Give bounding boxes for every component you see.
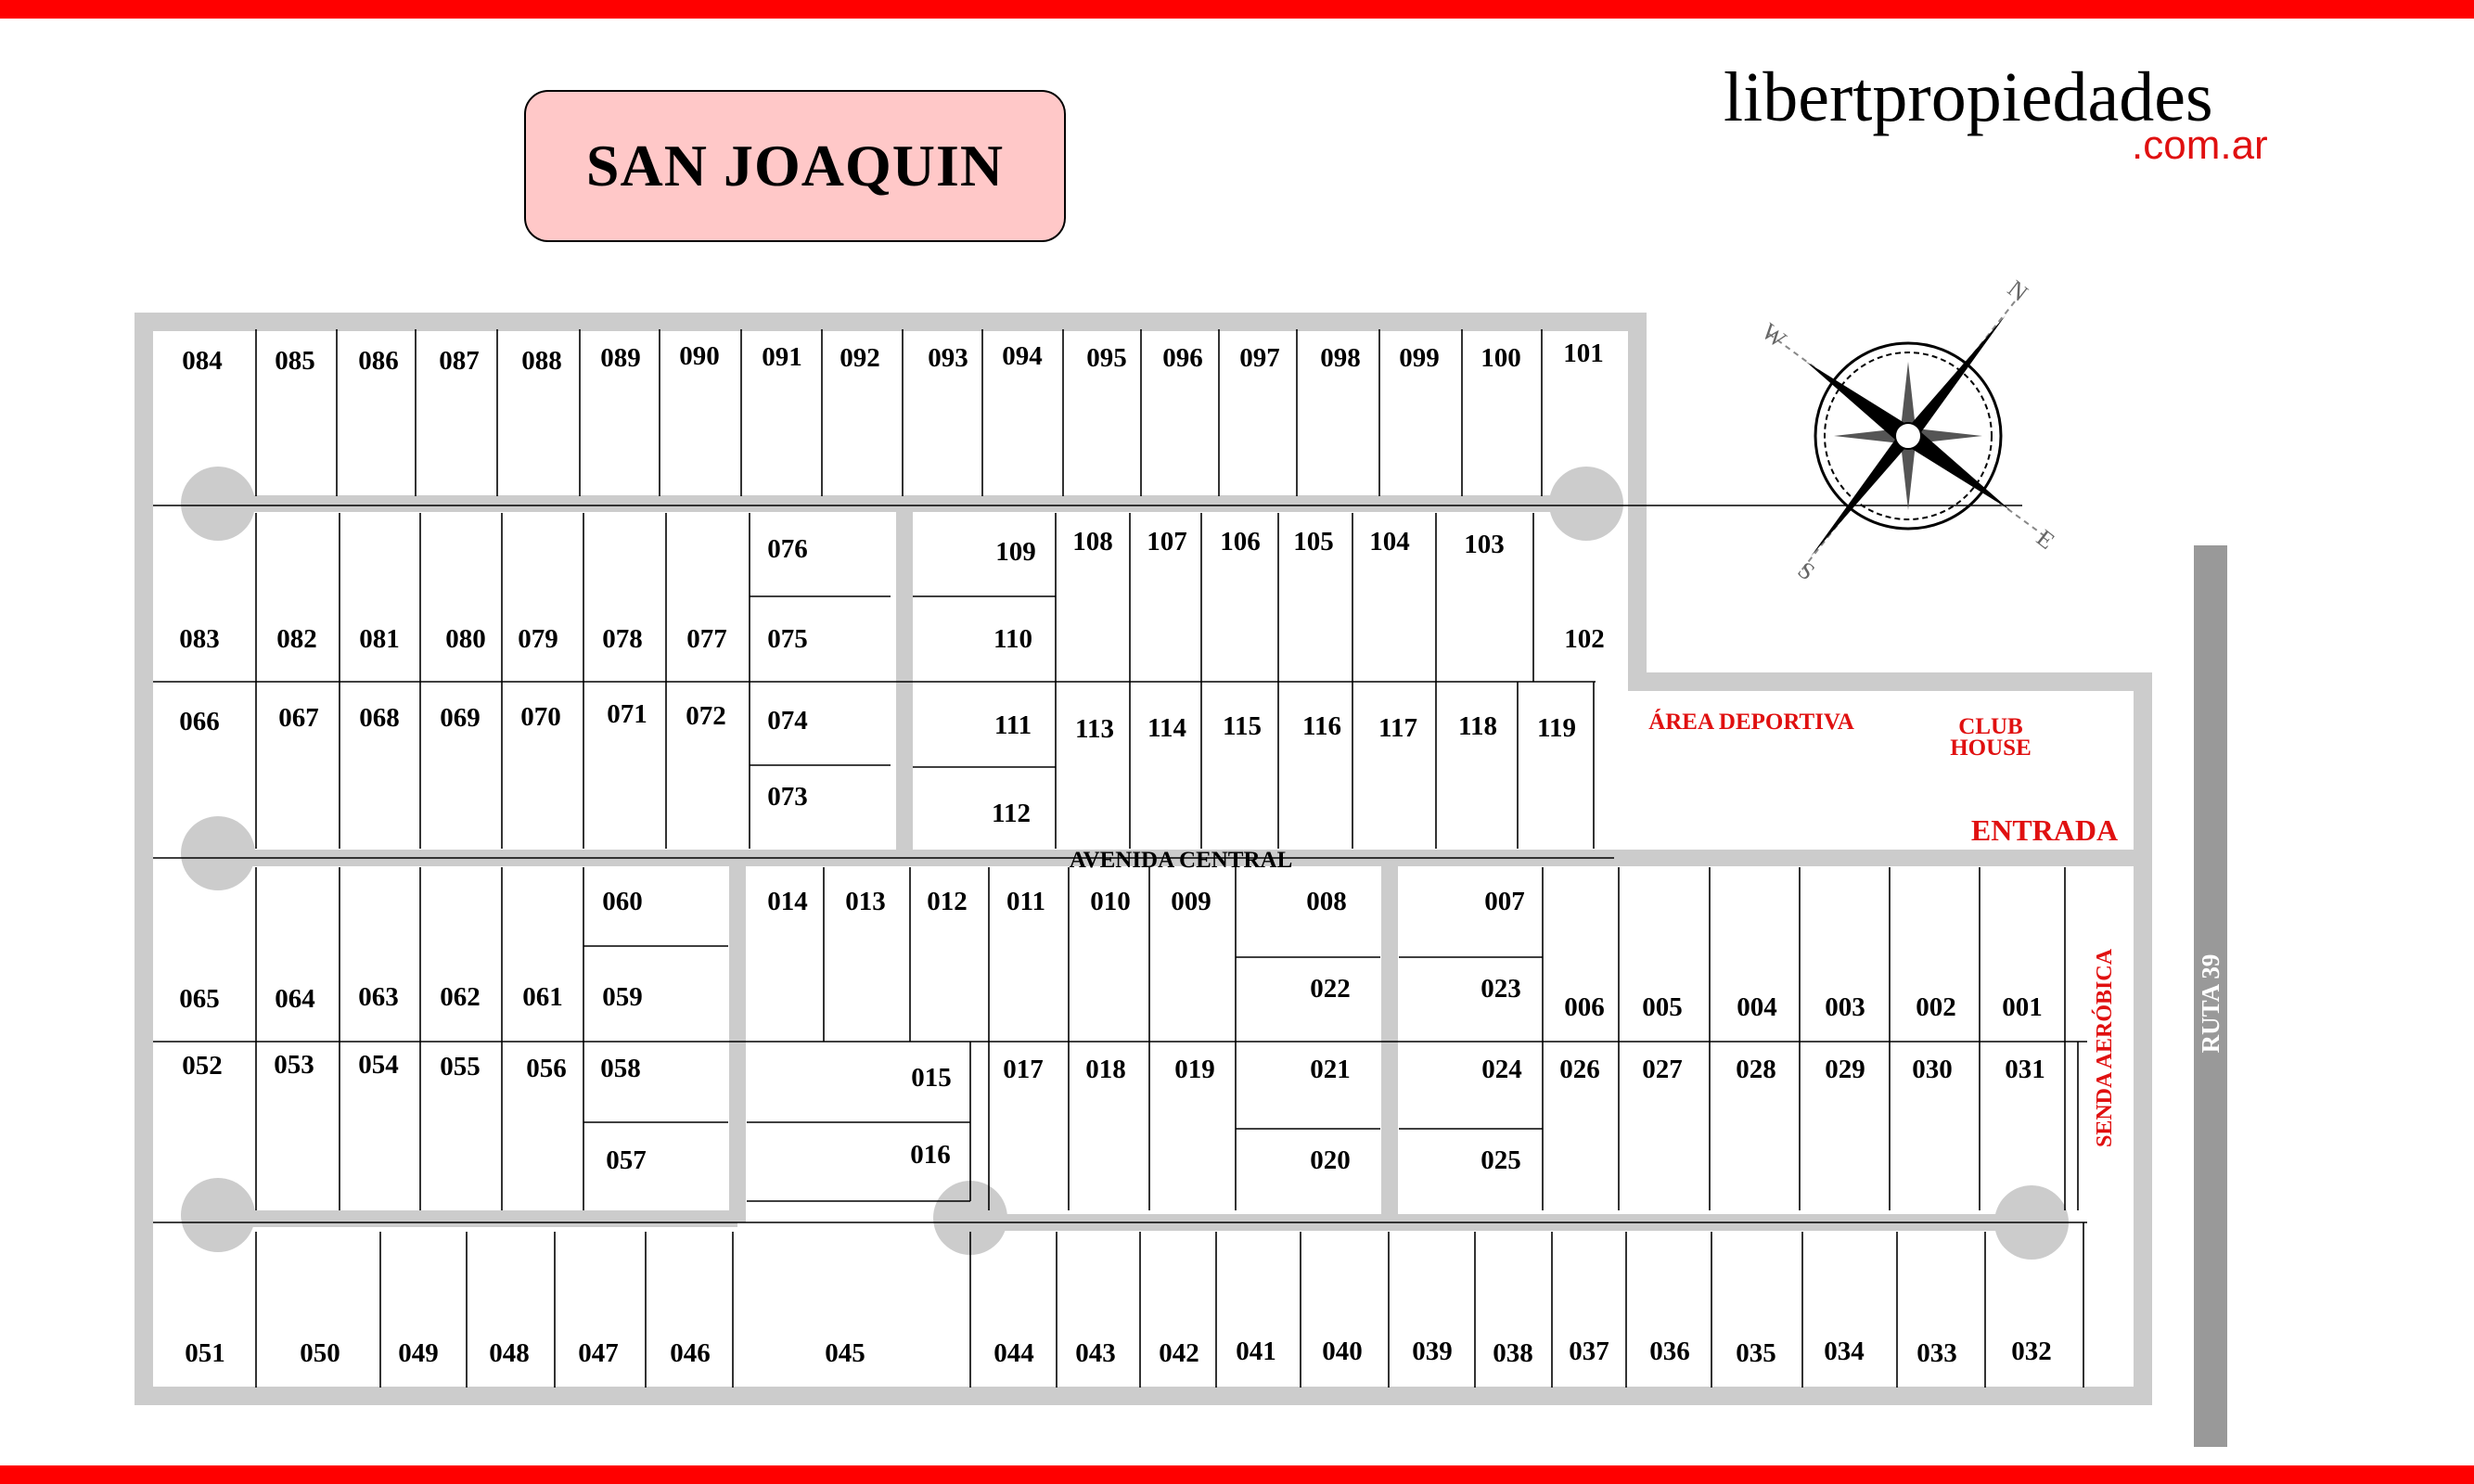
lot-number-078[interactable]: 078	[602, 624, 643, 654]
lot-number-114[interactable]: 114	[1147, 713, 1186, 743]
lot-number-003[interactable]: 003	[1825, 992, 1865, 1022]
lot-number-059[interactable]: 059	[602, 982, 643, 1012]
lot-number-025[interactable]: 025	[1481, 1145, 1521, 1175]
lot-number-011[interactable]: 011	[1006, 887, 1045, 916]
lot-number-047[interactable]: 047	[578, 1338, 619, 1368]
lot-number-066[interactable]: 066	[179, 707, 220, 736]
lot-number-043[interactable]: 043	[1075, 1338, 1116, 1368]
lot-number-099[interactable]: 099	[1399, 343, 1440, 373]
lot-number-095[interactable]: 095	[1086, 343, 1127, 373]
lot-number-086[interactable]: 086	[358, 346, 399, 376]
lot-number-048[interactable]: 048	[489, 1338, 530, 1368]
lot-number-016[interactable]: 016	[910, 1140, 951, 1170]
lot-number-002[interactable]: 002	[1916, 992, 1956, 1022]
lot-number-106[interactable]: 106	[1220, 527, 1261, 556]
lot-number-063[interactable]: 063	[358, 982, 399, 1012]
lot-number-061[interactable]: 061	[522, 982, 563, 1012]
lot-number-049[interactable]: 049	[398, 1338, 439, 1368]
lot-number-021[interactable]: 021	[1310, 1055, 1351, 1084]
lot-number-038[interactable]: 038	[1493, 1338, 1533, 1368]
lot-number-090[interactable]: 090	[679, 341, 720, 371]
lot-number-113[interactable]: 113	[1075, 714, 1114, 744]
lot-number-112[interactable]: 112	[992, 799, 1031, 828]
lot-number-107[interactable]: 107	[1147, 527, 1187, 556]
lot-number-055[interactable]: 055	[440, 1052, 481, 1081]
compass-letter-s: S	[1792, 556, 1820, 586]
lot-number-084[interactable]: 084	[182, 346, 223, 376]
lot-number-054[interactable]: 054	[358, 1050, 399, 1080]
lot-number-034[interactable]: 034	[1824, 1337, 1865, 1366]
lot-number-045[interactable]: 045	[825, 1338, 865, 1368]
lot-number-008[interactable]: 008	[1306, 887, 1347, 916]
lot-number-056[interactable]: 056	[526, 1054, 567, 1083]
lot-number-110[interactable]: 110	[993, 624, 1032, 654]
lot-number-103[interactable]: 103	[1464, 530, 1505, 559]
lot-number-119[interactable]: 119	[1537, 713, 1576, 743]
lot-number-069[interactable]: 069	[440, 703, 481, 733]
lot-number-051[interactable]: 051	[185, 1338, 225, 1368]
lot-number-105[interactable]: 105	[1293, 527, 1334, 556]
lot-number-091[interactable]: 091	[762, 342, 802, 372]
lot-number-031[interactable]: 031	[2005, 1055, 2045, 1084]
lot-number-117[interactable]: 117	[1378, 713, 1417, 743]
lot-number-092[interactable]: 092	[840, 343, 880, 373]
lot-number-083[interactable]: 083	[179, 624, 220, 654]
lot-number-064[interactable]: 064	[275, 984, 315, 1014]
lot-number-073[interactable]: 073	[767, 782, 808, 812]
lot-number-065[interactable]: 065	[179, 984, 220, 1014]
lot-number-081[interactable]: 081	[359, 624, 400, 654]
lot-number-068[interactable]: 068	[359, 703, 400, 733]
lot-number-029[interactable]: 029	[1825, 1055, 1865, 1084]
lot-number-089[interactable]: 089	[600, 343, 641, 373]
compass-letter-e: E	[2032, 524, 2060, 555]
lot-number-057[interactable]: 057	[606, 1145, 647, 1175]
lot-number-035[interactable]: 035	[1736, 1338, 1776, 1368]
lot-number-042[interactable]: 042	[1159, 1338, 1199, 1368]
lot-number-046[interactable]: 046	[670, 1338, 711, 1368]
lot-number-104[interactable]: 104	[1369, 527, 1410, 556]
lot-number-007[interactable]: 007	[1484, 887, 1525, 916]
lot-number-030[interactable]: 030	[1912, 1055, 1953, 1084]
lot-number-079[interactable]: 079	[518, 624, 558, 654]
lot-number-015[interactable]: 015	[911, 1063, 952, 1093]
lot-number-072[interactable]: 072	[686, 701, 726, 731]
lot-number-080[interactable]: 080	[445, 624, 486, 654]
lot-number-115[interactable]: 115	[1223, 711, 1262, 741]
page-title: SAN JOAQUIN	[585, 133, 1005, 198]
brand-domain: .com.ar	[2132, 122, 2268, 168]
lot-number-005[interactable]: 005	[1642, 992, 1683, 1022]
compass-rose-icon	[1757, 275, 2060, 585]
lot-number-096[interactable]: 096	[1162, 343, 1203, 373]
lot-number-101[interactable]: 101	[1563, 339, 1604, 368]
lot-number-024[interactable]: 024	[1481, 1055, 1522, 1084]
lot-number-108[interactable]: 108	[1072, 527, 1113, 556]
lot-number-004[interactable]: 004	[1737, 992, 1777, 1022]
club-house-label-line1: CLUB	[1958, 714, 2023, 739]
lot-number-102[interactable]: 102	[1564, 624, 1605, 654]
lot-number-071[interactable]: 071	[607, 699, 647, 729]
lot-number-093[interactable]: 093	[928, 343, 968, 373]
lot-number-097[interactable]: 097	[1239, 343, 1280, 373]
lot-number-036[interactable]: 036	[1649, 1337, 1690, 1366]
lot-number-070[interactable]: 070	[520, 702, 561, 732]
brand-logo: libertpropiedades	[1724, 58, 2213, 136]
lot-number-041[interactable]: 041	[1236, 1337, 1276, 1366]
lot-number-044[interactable]: 044	[993, 1338, 1034, 1368]
ruta-39-label: RUTA 39	[2197, 953, 2224, 1054]
lot-number-023[interactable]: 023	[1481, 974, 1521, 1004]
lot-number-033[interactable]: 033	[1916, 1338, 1957, 1368]
lot-number-014[interactable]: 014	[767, 887, 808, 916]
lot-number-077[interactable]: 077	[686, 624, 727, 654]
lot-number-076[interactable]: 076	[767, 534, 808, 564]
lot-number-060[interactable]: 060	[602, 887, 643, 916]
lot-number-022[interactable]: 022	[1310, 974, 1351, 1004]
compass-letter-n: N	[2002, 275, 2033, 307]
lot-number-037[interactable]: 037	[1569, 1337, 1609, 1366]
lot-number-001[interactable]: 001	[2002, 992, 2043, 1022]
lot-number-087[interactable]: 087	[439, 346, 480, 376]
lot-number-017[interactable]: 017	[1003, 1055, 1044, 1084]
lot-number-074[interactable]: 074	[767, 706, 808, 736]
lot-number-116[interactable]: 116	[1302, 711, 1341, 741]
lot-number-085[interactable]: 085	[275, 346, 315, 376]
lot-number-075[interactable]: 075	[767, 624, 808, 654]
lot-number-058[interactable]: 058	[600, 1054, 641, 1083]
lot-number-111[interactable]: 111	[993, 710, 1032, 740]
senda-aerobica-label: SENDA AERÓBICA	[2093, 948, 2117, 1148]
lot-number-006[interactable]: 006	[1564, 992, 1605, 1022]
lot-number-012[interactable]: 012	[927, 887, 968, 916]
lot-number-109[interactable]: 109	[995, 537, 1036, 567]
avenida-central-label: AVENIDA CENTRAL	[1069, 848, 1293, 873]
entrada-label: ENTRADA	[1970, 813, 2119, 847]
lot-number-118[interactable]: 118	[1458, 711, 1497, 741]
lot-number-026[interactable]: 026	[1559, 1055, 1600, 1084]
lot-number-039[interactable]: 039	[1412, 1337, 1453, 1366]
lot-number-020[interactable]: 020	[1310, 1145, 1351, 1175]
area-deportiva-label: ÁREA DEPORTIVA	[1648, 710, 1854, 735]
lot-number-010[interactable]: 010	[1090, 887, 1131, 916]
lot-number-027[interactable]: 027	[1642, 1055, 1683, 1084]
lot-number-098[interactable]: 098	[1320, 343, 1361, 373]
lot-number-032[interactable]: 032	[2011, 1337, 2052, 1366]
compass-letter-w: W	[1756, 317, 1791, 353]
lot-number-013[interactable]: 013	[845, 887, 886, 916]
lot-number-028[interactable]: 028	[1736, 1055, 1776, 1084]
lot-number-018[interactable]: 018	[1085, 1055, 1126, 1084]
lot-number-082[interactable]: 082	[276, 624, 317, 654]
lot-number-100[interactable]: 100	[1481, 343, 1521, 373]
lot-number-052[interactable]: 052	[182, 1051, 223, 1081]
lot-number-019[interactable]: 019	[1174, 1055, 1215, 1084]
lot-number-088[interactable]: 088	[521, 346, 562, 376]
lot-number-067[interactable]: 067	[278, 703, 319, 733]
lot-number-009[interactable]: 009	[1171, 887, 1211, 916]
lot-number-040[interactable]: 040	[1322, 1337, 1363, 1366]
lot-number-062[interactable]: 062	[440, 982, 481, 1012]
lot-number-053[interactable]: 053	[274, 1050, 314, 1080]
lot-number-050[interactable]: 050	[300, 1338, 340, 1368]
lot-number-094[interactable]: 094	[1002, 341, 1043, 371]
club-house-label-line2: HOUSE	[1950, 736, 2032, 761]
